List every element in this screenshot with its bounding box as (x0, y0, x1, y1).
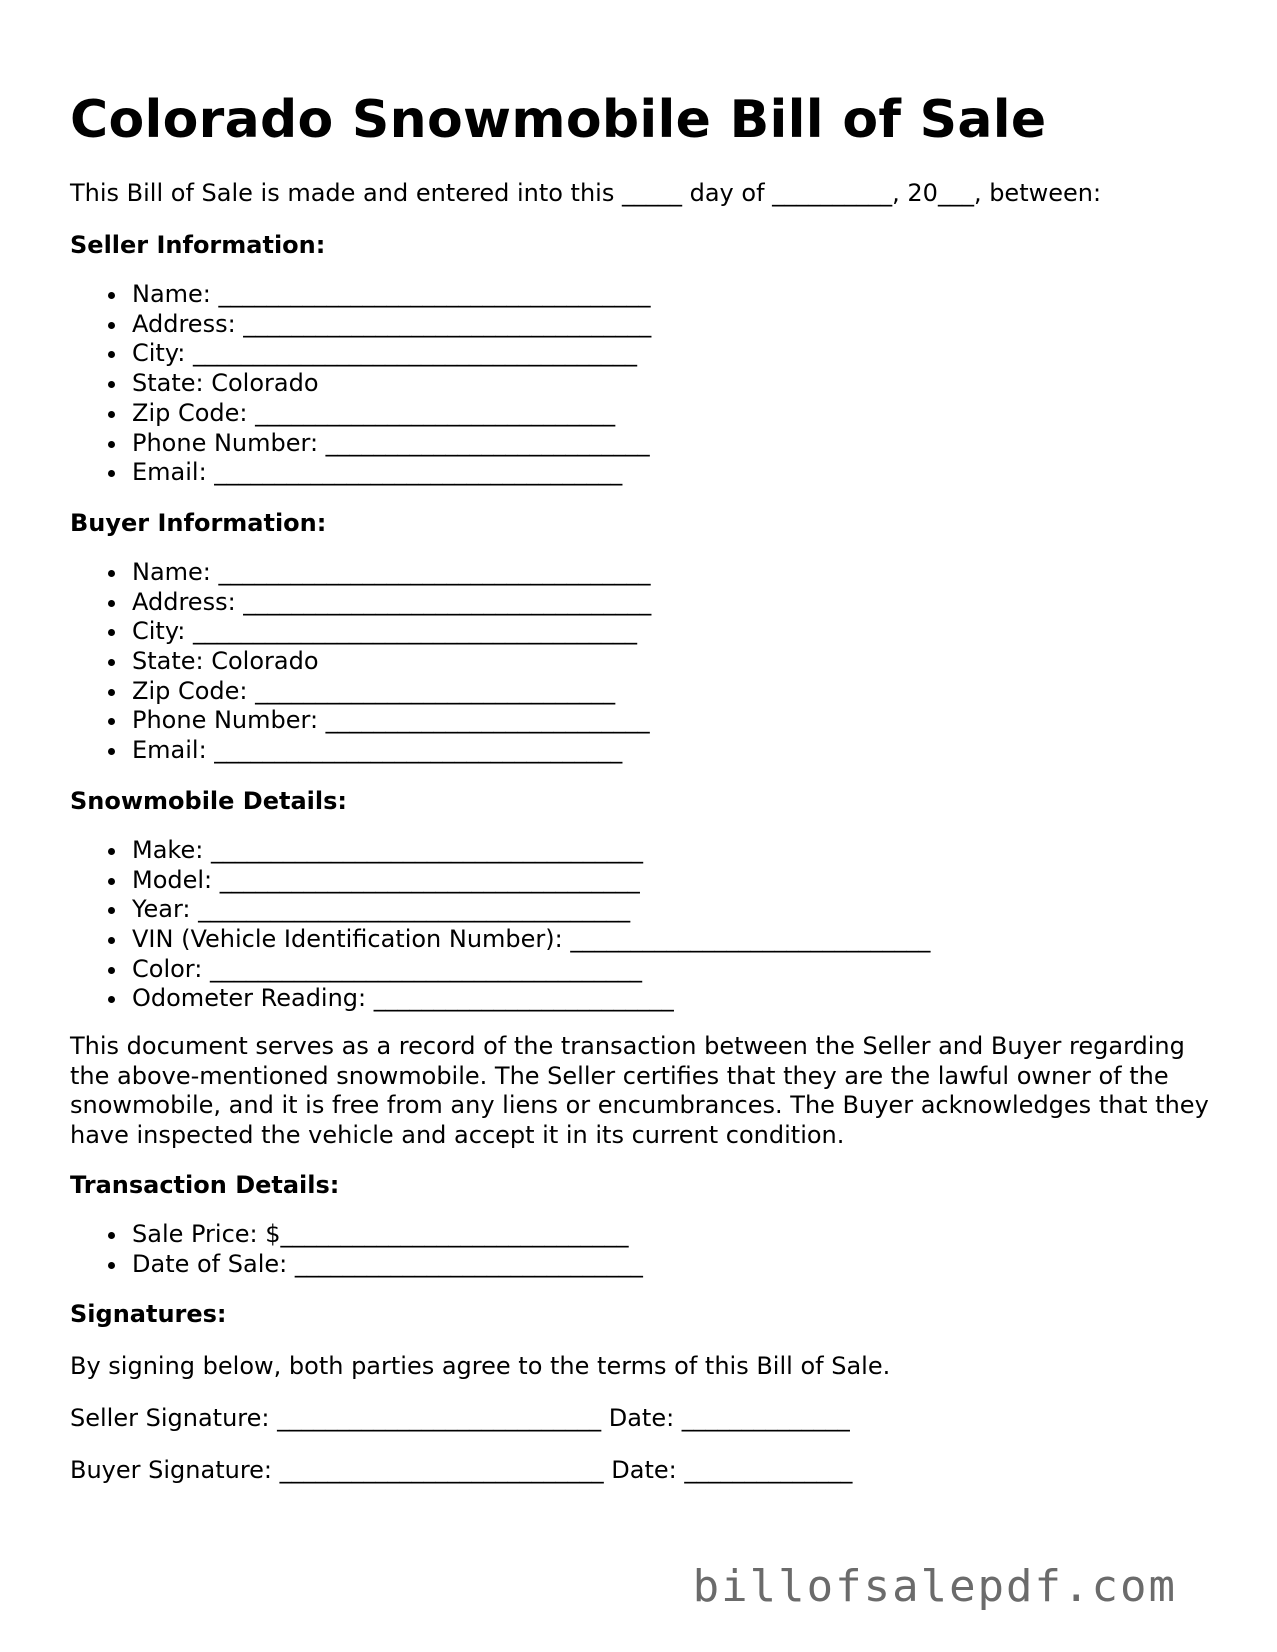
seller-city-field: City: _____________________________________ (132, 339, 1220, 369)
seller-signature-line: Seller Signature: ___________________________ Date: ______________ (70, 1404, 850, 1433)
buyer-address-field: Address: __________________________________ (132, 588, 1220, 618)
buyer-heading: Buyer Information: (70, 508, 327, 537)
model-field: Model: ___________________________________ (132, 866, 1220, 896)
buyer-signature-line: Buyer Signature: ___________________________ Date: ______________ (70, 1456, 853, 1485)
buyer-info-list (70, 558, 1220, 766)
agreement-text: By signing below, both parties agree to the terms of this Bill of Sale. (70, 1352, 891, 1381)
odometer-field: Odometer Reading: _________________________ (132, 984, 1220, 1014)
date-of-sale-field: Date of Sale: _____________________________ (132, 1250, 1220, 1280)
make-field: Make: ____________________________________ (132, 836, 1220, 866)
watermark: billofsalepdf.com (692, 1561, 1177, 1612)
buyer-email-field: Email: __________________________________ (132, 736, 1220, 766)
seller-info-list (70, 280, 1220, 488)
buyer-name-field: Name: ____________________________________ (132, 558, 1220, 588)
statement-paragraph: This document serves as a record of the transaction between the Seller and Buyer regarding the above-mentioned snowmobile. The Seller certifies that they are the lawful owner of the snowmobile, and it is free from any liens or encumbrances. The Buyer acknowledges that they have inspected the vehicle and accept it in its current condition. (70, 1032, 1209, 1149)
buyer-phone-field: Phone Number: ___________________________ (132, 706, 1220, 736)
snowmobile-heading: Snowmobile Details: (70, 786, 347, 815)
seller-email-field: Email: __________________________________ (132, 458, 1220, 488)
seller-name-field: Name: ____________________________________ (132, 280, 1220, 310)
signatures-heading: Signatures: (70, 1300, 227, 1329)
year-field: Year: ____________________________________ (132, 895, 1220, 925)
transaction-heading: Transaction Details: (70, 1171, 340, 1200)
seller-address-field: Address: __________________________________ (132, 310, 1220, 340)
document-page (70, 84, 1220, 1487)
sale-price-field: Sale Price: $_____________________________ (132, 1220, 1220, 1250)
seller-zip-field: Zip Code: ______________________________ (132, 399, 1220, 429)
seller-state-field: State: Colorado (132, 369, 1220, 399)
snowmobile-details-list (70, 836, 1220, 1014)
transaction-details-list (70, 1220, 1220, 1279)
seller-heading: Seller Information: (70, 231, 326, 259)
buyer-city-field: City: _____________________________________ (132, 617, 1220, 647)
buyer-state-field: State: Colorado (132, 647, 1220, 677)
intro-text: This Bill of Sale is made and entered into this _____ day of __________, 20___, between: (70, 179, 1102, 207)
color-field: Color: ____________________________________ (132, 955, 1220, 985)
vin-field: VIN (Vehicle Identification Number): ______________________________ (132, 925, 1220, 955)
seller-phone-field: Phone Number: ___________________________ (132, 429, 1220, 459)
document-title: Colorado Snowmobile Bill of Sale (70, 90, 1047, 150)
buyer-zip-field: Zip Code: ______________________________ (132, 677, 1220, 707)
